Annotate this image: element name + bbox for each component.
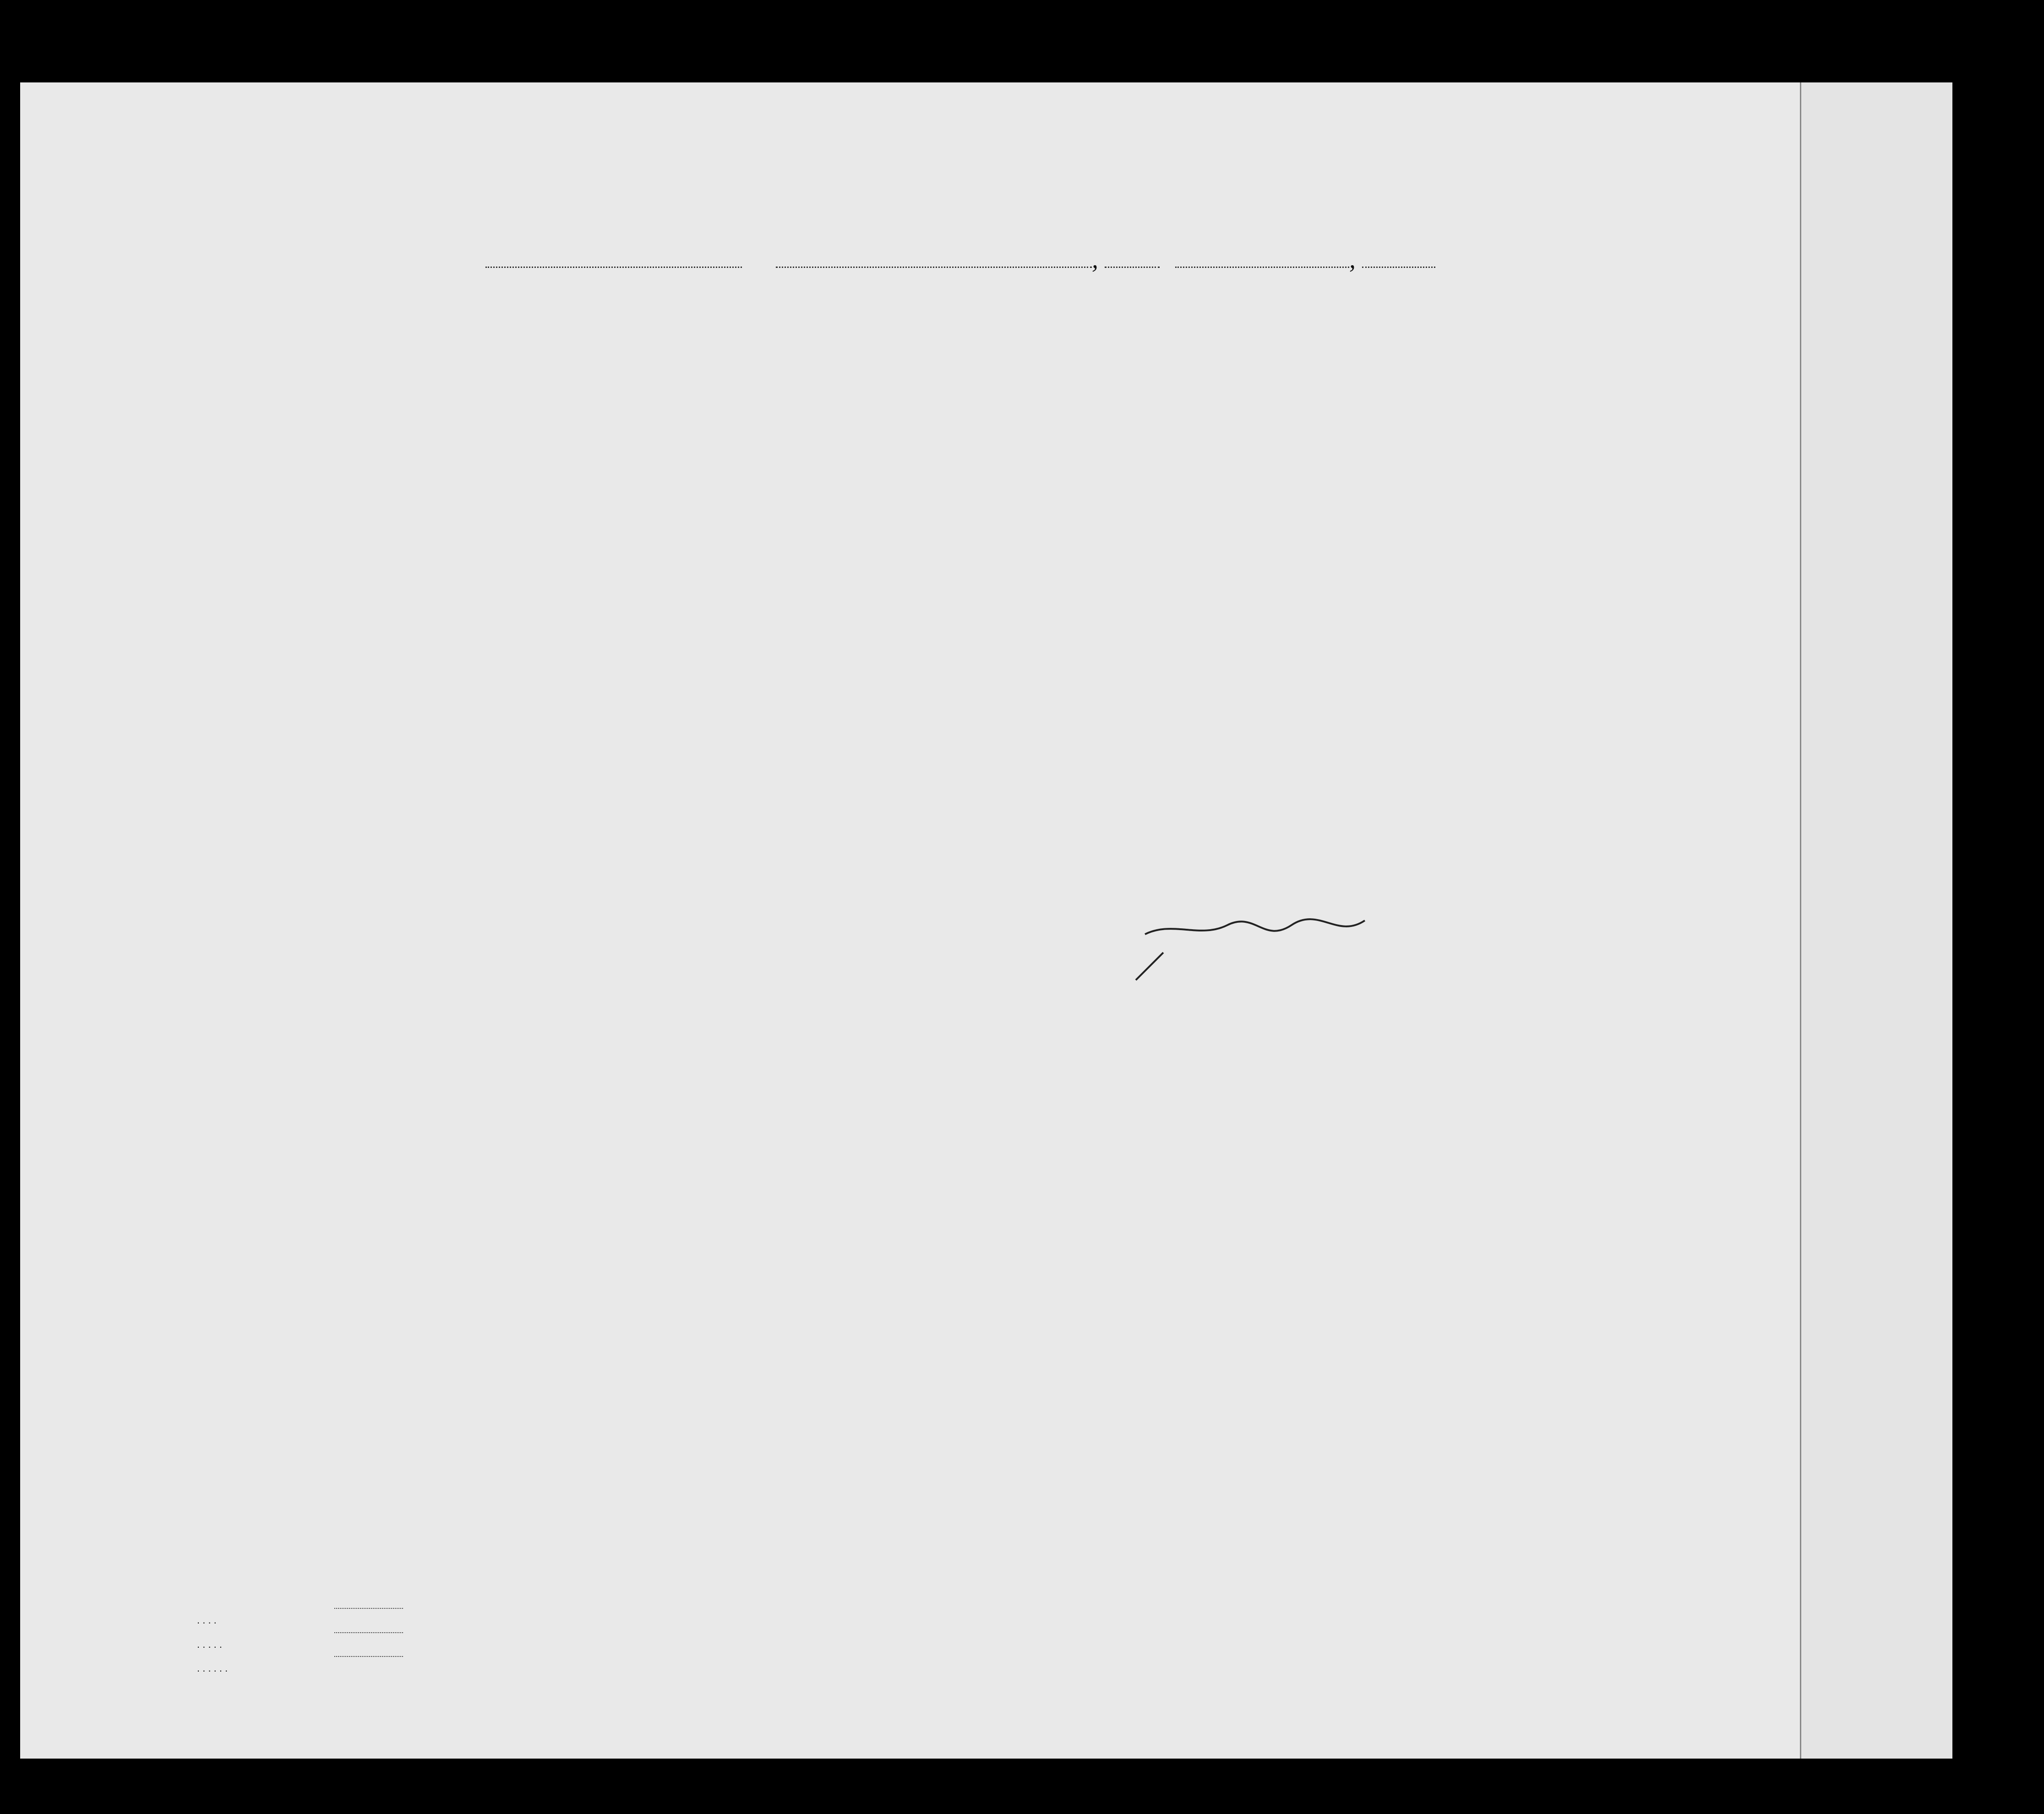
total-value <box>334 1608 403 1609</box>
us-citizens: . . . . . <box>197 1639 222 1651</box>
aliens-total: . . . . . . <box>197 1662 228 1674</box>
ship-line: , , <box>476 245 1435 274</box>
citizens-value <box>334 1632 403 1633</box>
total-passengers: . . . . <box>197 1614 217 1626</box>
aliens-value <box>334 1656 403 1657</box>
